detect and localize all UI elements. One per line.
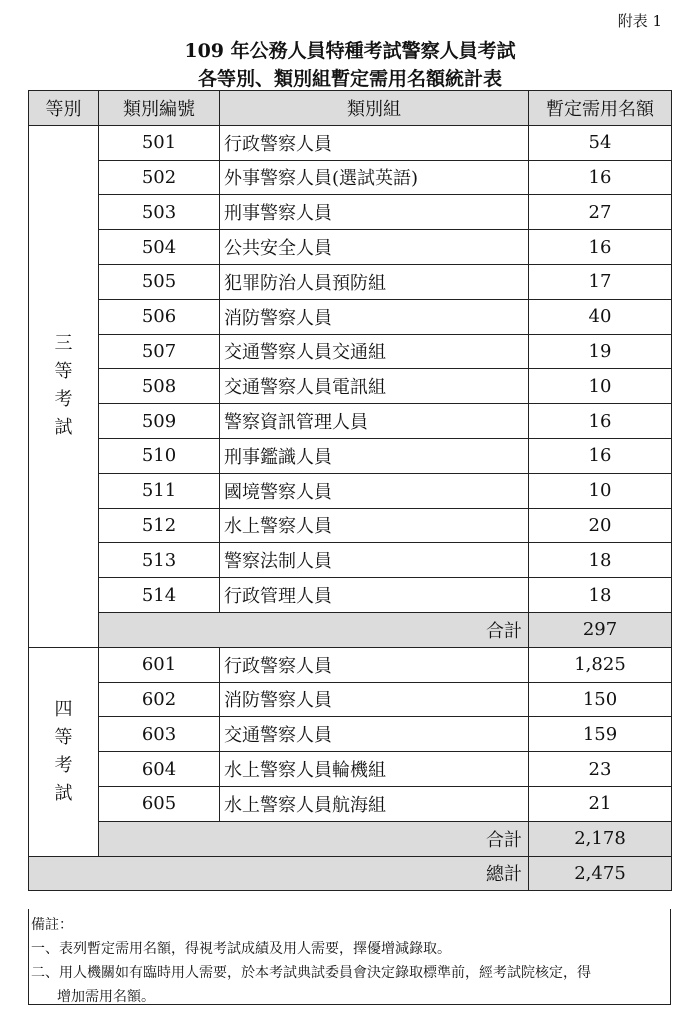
category-name: 外事警察人員(選試英語): [220, 160, 529, 195]
category-quota: 19: [529, 334, 672, 369]
category-name: 水上警察人員: [220, 508, 529, 543]
quota-table: [28, 90, 672, 891]
category-code: 513: [99, 543, 220, 578]
table-row: [29, 752, 672, 787]
table-row: [29, 438, 672, 473]
header-row: [29, 91, 672, 126]
table-row: [29, 508, 672, 543]
note-item-1: 一、表列暫定需用名額，得視考試成績及用人需要，擇優增減錄取。: [31, 941, 451, 957]
level3-label-char: 考: [54, 389, 73, 411]
table-row: [29, 717, 672, 752]
category-name: 消防警察人員: [220, 299, 529, 334]
level4-label-cell: [29, 647, 99, 856]
category-name: 刑事鑑識人員: [220, 438, 529, 473]
category-code: 603: [99, 717, 220, 752]
subtotal-value: 2,178: [529, 821, 672, 856]
category-code: 506: [99, 299, 220, 334]
category-quota: 27: [529, 195, 672, 230]
level3-subtotal-row: [29, 612, 672, 647]
header-level: 等別: [29, 91, 99, 126]
notes-heading: 備註：: [31, 917, 73, 933]
header-category: 類別組: [220, 91, 529, 126]
category-code: 507: [99, 334, 220, 369]
category-quota: 54: [529, 125, 672, 160]
category-quota: 150: [529, 682, 672, 717]
grand-total-row: [29, 856, 672, 891]
notes: [28, 909, 671, 1005]
table-row: [29, 473, 672, 508]
category-quota: 16: [529, 230, 672, 265]
table-row: [29, 299, 672, 334]
category-code: 605: [99, 786, 220, 821]
category-quota: 17: [529, 264, 672, 299]
page-subtitle: 各等別、類別組暫定需用名額統計表: [197, 68, 502, 90]
level3-label: [55, 330, 73, 442]
subtotal-label: 合計: [99, 612, 529, 647]
category-code: 514: [99, 578, 220, 613]
table-row: [29, 369, 672, 404]
table-body: [29, 125, 672, 891]
category-name: 公共安全人員: [220, 230, 529, 265]
table-row: [29, 578, 672, 613]
category-name: 國境警察人員: [220, 473, 529, 508]
table-row: [29, 543, 672, 578]
category-quota: 18: [529, 578, 672, 613]
header-quota: 暫定需用名額: [529, 91, 672, 126]
category-name: 警察法制人員: [220, 543, 529, 578]
level3-label-char: 等: [54, 361, 73, 383]
annex-label: 附表 1: [617, 12, 662, 30]
header-code: 類別編號: [99, 91, 220, 126]
level4-label: [55, 696, 73, 808]
category-name: 水上警察人員航海組: [220, 786, 529, 821]
category-code: 504: [99, 230, 220, 265]
category-name: 交通警察人員: [220, 717, 529, 752]
category-name: 消防警察人員: [220, 682, 529, 717]
category-quota: 40: [529, 299, 672, 334]
category-code: 501: [99, 125, 220, 160]
category-name: 交通警察人員電訊組: [220, 369, 529, 404]
table-row: [29, 125, 672, 160]
level4-label-char: 考: [54, 754, 73, 776]
subtotal-value: 297: [529, 612, 672, 647]
table-row: [29, 786, 672, 821]
grand-total-value: 2,475: [529, 856, 672, 891]
table-row: [29, 682, 672, 717]
category-name: 水上警察人員輪機組: [220, 752, 529, 787]
level4-label-char: 四: [54, 698, 73, 720]
category-quota: 16: [529, 404, 672, 439]
category-quota: 20: [529, 508, 672, 543]
table-row: [29, 230, 672, 265]
category-code: 509: [99, 404, 220, 439]
category-code: 601: [99, 647, 220, 682]
note-item-2: 二、用人機關如有臨時用人需要，於本考試典試委員會決定錄取標準前，經考試院核定，得: [31, 965, 591, 981]
level3-label-char: 試: [54, 417, 73, 439]
category-code: 604: [99, 752, 220, 787]
category-code: 511: [99, 473, 220, 508]
category-quota: 16: [529, 160, 672, 195]
category-quota: 10: [529, 369, 672, 404]
subtotal-label: 合計: [99, 821, 529, 856]
category-quota: 1,825: [529, 647, 672, 682]
level3-label-char: 三: [54, 333, 73, 355]
level4-subtotal-row: [29, 821, 672, 856]
category-quota: 18: [529, 543, 672, 578]
category-name: 行政警察人員: [220, 125, 529, 160]
category-code: 512: [99, 508, 220, 543]
table-row: [29, 264, 672, 299]
note-item-2-continued: 增加需用名額。: [57, 989, 155, 1005]
table-row: [29, 160, 672, 195]
level3-label-cell: [29, 125, 99, 647]
page-title: 109 年公務人員特種考試警察人員考試: [184, 40, 516, 62]
grand-total-label: 總計: [29, 856, 529, 891]
category-code: 510: [99, 438, 220, 473]
category-code: 503: [99, 195, 220, 230]
category-name: 行政警察人員: [220, 647, 529, 682]
level4-label-char: 等: [54, 726, 73, 748]
category-name: 交通警察人員交通組: [220, 334, 529, 369]
category-name: 警察資訊管理人員: [220, 404, 529, 439]
table-row: [29, 195, 672, 230]
category-code: 508: [99, 369, 220, 404]
category-code: 602: [99, 682, 220, 717]
category-code: 502: [99, 160, 220, 195]
table-row: [29, 334, 672, 369]
table-row: [29, 404, 672, 439]
table-row: [29, 647, 672, 682]
category-code: 505: [99, 264, 220, 299]
category-name: 行政管理人員: [220, 578, 529, 613]
category-name: 刑事警察人員: [220, 195, 529, 230]
category-name: 犯罪防治人員預防組: [220, 264, 529, 299]
category-quota: 159: [529, 717, 672, 752]
category-quota: 21: [529, 786, 672, 821]
category-quota: 16: [529, 438, 672, 473]
category-quota: 10: [529, 473, 672, 508]
category-quota: 23: [529, 752, 672, 787]
level4-label-char: 試: [54, 782, 73, 804]
